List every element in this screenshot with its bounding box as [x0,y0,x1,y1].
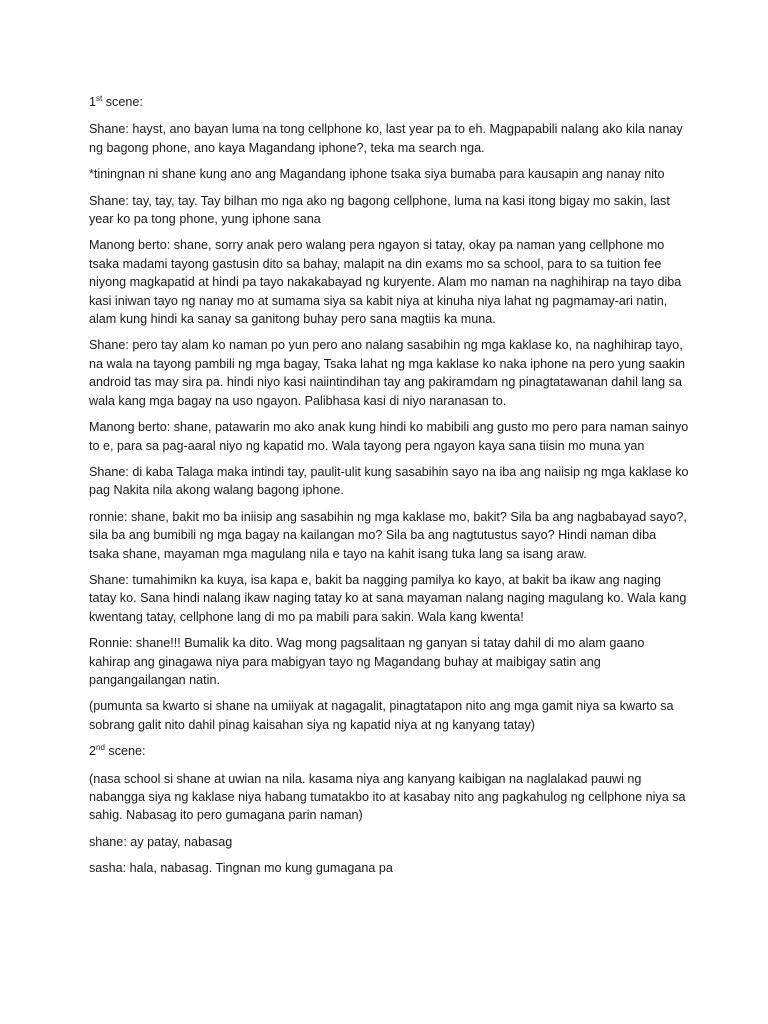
paragraph: ronnie: shane, bakit mo ba iniisip ang sasabihin ng mga kaklase mo, bakit? Sila ba ang nagbabayad sayo?, sila ba ang bumibili ng mga bagay na kailangan mo? Sila ba ang nagtutustus sayo? Hindi naman diba tsaka shane, mayaman mga magulang nila e tayo na kahit isang tuka lang sa isang araw. [89,509,687,561]
paragraph: Manong berto: shane, patawarin mo ako anak kung hindi ko mabibili ang gusto mo pero para naman sainyo to e, para sa pag-aaral niyo ng kapatid mo. Wala tayong pera ngayon kaya sana tiisin mo muna yan [89,420,689,453]
scene-label: scene: [104,744,146,759]
scene-heading-1 [89,93,689,111]
paragraph: sasha: hala, nabasag. Tingnan mo kung gumagana pa [89,861,393,876]
scene-number: 1 [89,95,97,109]
paragraph: Manong berto: shane, sorry anak pero walang pera ngayon si tatay, okay pa naman yang cellphone mo tsaka madami tayong gastusin dito sa bahay, malapit na din exams mo sa school, para to sa tuition fee niyong magkapatid at hindi pa tayo nakakabayad ng kuryente. Alam mo naman na naghihirap na tayo diba kasi iniwan tayo ng nanay mo at sumama siya sa kabit niya at kinuha niya lahat ng pagmamay-ari natin, alam kung hindi ka sanay sa ganitong buhay pero sana magtiis ka muna. [89,238,682,327]
document-body [89,93,689,886]
scene-number: 2 [89,744,97,759]
paragraph: Shane: tay, tay, tay. Tay bilhan mo nga ako ng bagong cellphone, luma na kasi itong bigay mo sakin, last year ko pa tong phone, yung iphone sana [89,193,670,227]
paragraph: (pumunta sa kwarto si shane na umiiyak at nagagalit, pinagtatapon nito ang mga gamit niya sa kwarto sa sobrang galit nito dahil pinag kaisahan siya ng kapatid niya at ng kanyang tatay) [89,699,674,732]
paragraph: Shane: hayst, ano bayan luma na tong cellphone ko, last year pa to eh. Magpapabili nalang ako kila nanay ng bagong phone, ano kaya Magandang iphone?, teka ma search nga. [89,122,683,155]
paragraph: shane: ay patay, nabasag [89,834,233,849]
paragraph: Shane: pero tay alam ko naman po yun pero ano nalang sasabihin ng mga kaklase ko, na naghihirap tayo, na wala na tayong pambili ng mga bagay, Tsaka lahat ng mga kaklase ko naka iphone na pero yung saakin android tas may sira pa. hindi niyo kasi naiintindihan tay ang pakiramdam ng pinagtatawanan dahil lang sa wala kang mga bagay na uso ngayon. Palibhasa kasi di niyo naranasan to. [89,338,686,408]
scene-ordinal-suffix: st [96,93,103,103]
paragraph: Ronnie: shane!!! Bumalik ka dito. Wag mong pagsalitaan ng ganyan si tatay dahil di mo alam gaano kahirap ang ginagawa niya para mabigyan tayo ng Magandang buhay at maibigay satin ang pangangailangan natin. [89,636,645,687]
paragraph: Shane: tumahimikn ka kuya, isa kapa e, bakit ba nagging pamilya ko kayo, at bakit ba ikaw ang naging tatay ko. Sana hindi nalang ikaw naging tatay ko at sana mayaman nalang naging magulang ko. Wala kang kwentang tatay, cellphone lang di mo pa mabili para sakin. Wala kang kwenta! [89,572,687,624]
scene-label: scene: [102,95,143,109]
scene-ordinal-suffix: nd [96,743,105,752]
paragraph: *tiningnan ni shane kung ano ang Magandang iphone tsaka siya bumaba para kausapin ang nanay nito [89,167,665,182]
paragraph: (nasa school si shane at uwian na nila. kasama niya ang kanyang kaibigan na naglalakad pauwi ng nabangga siya ng kaklase niya habang tumatakbo ito at kasabay nito ang pagkahulog ng cellphone niya sa sahig. Nabasag ito pero gumagana parin naman) [89,771,686,823]
paragraph: Shane: di kaba Talaga maka intindi tay, paulit-ulit kung sasabihin sayo na iba ang naiisip ng mga kaklase ko pag Nakita nila akong walang bagong iphone. [89,464,689,498]
scene-heading-2 [89,742,689,760]
